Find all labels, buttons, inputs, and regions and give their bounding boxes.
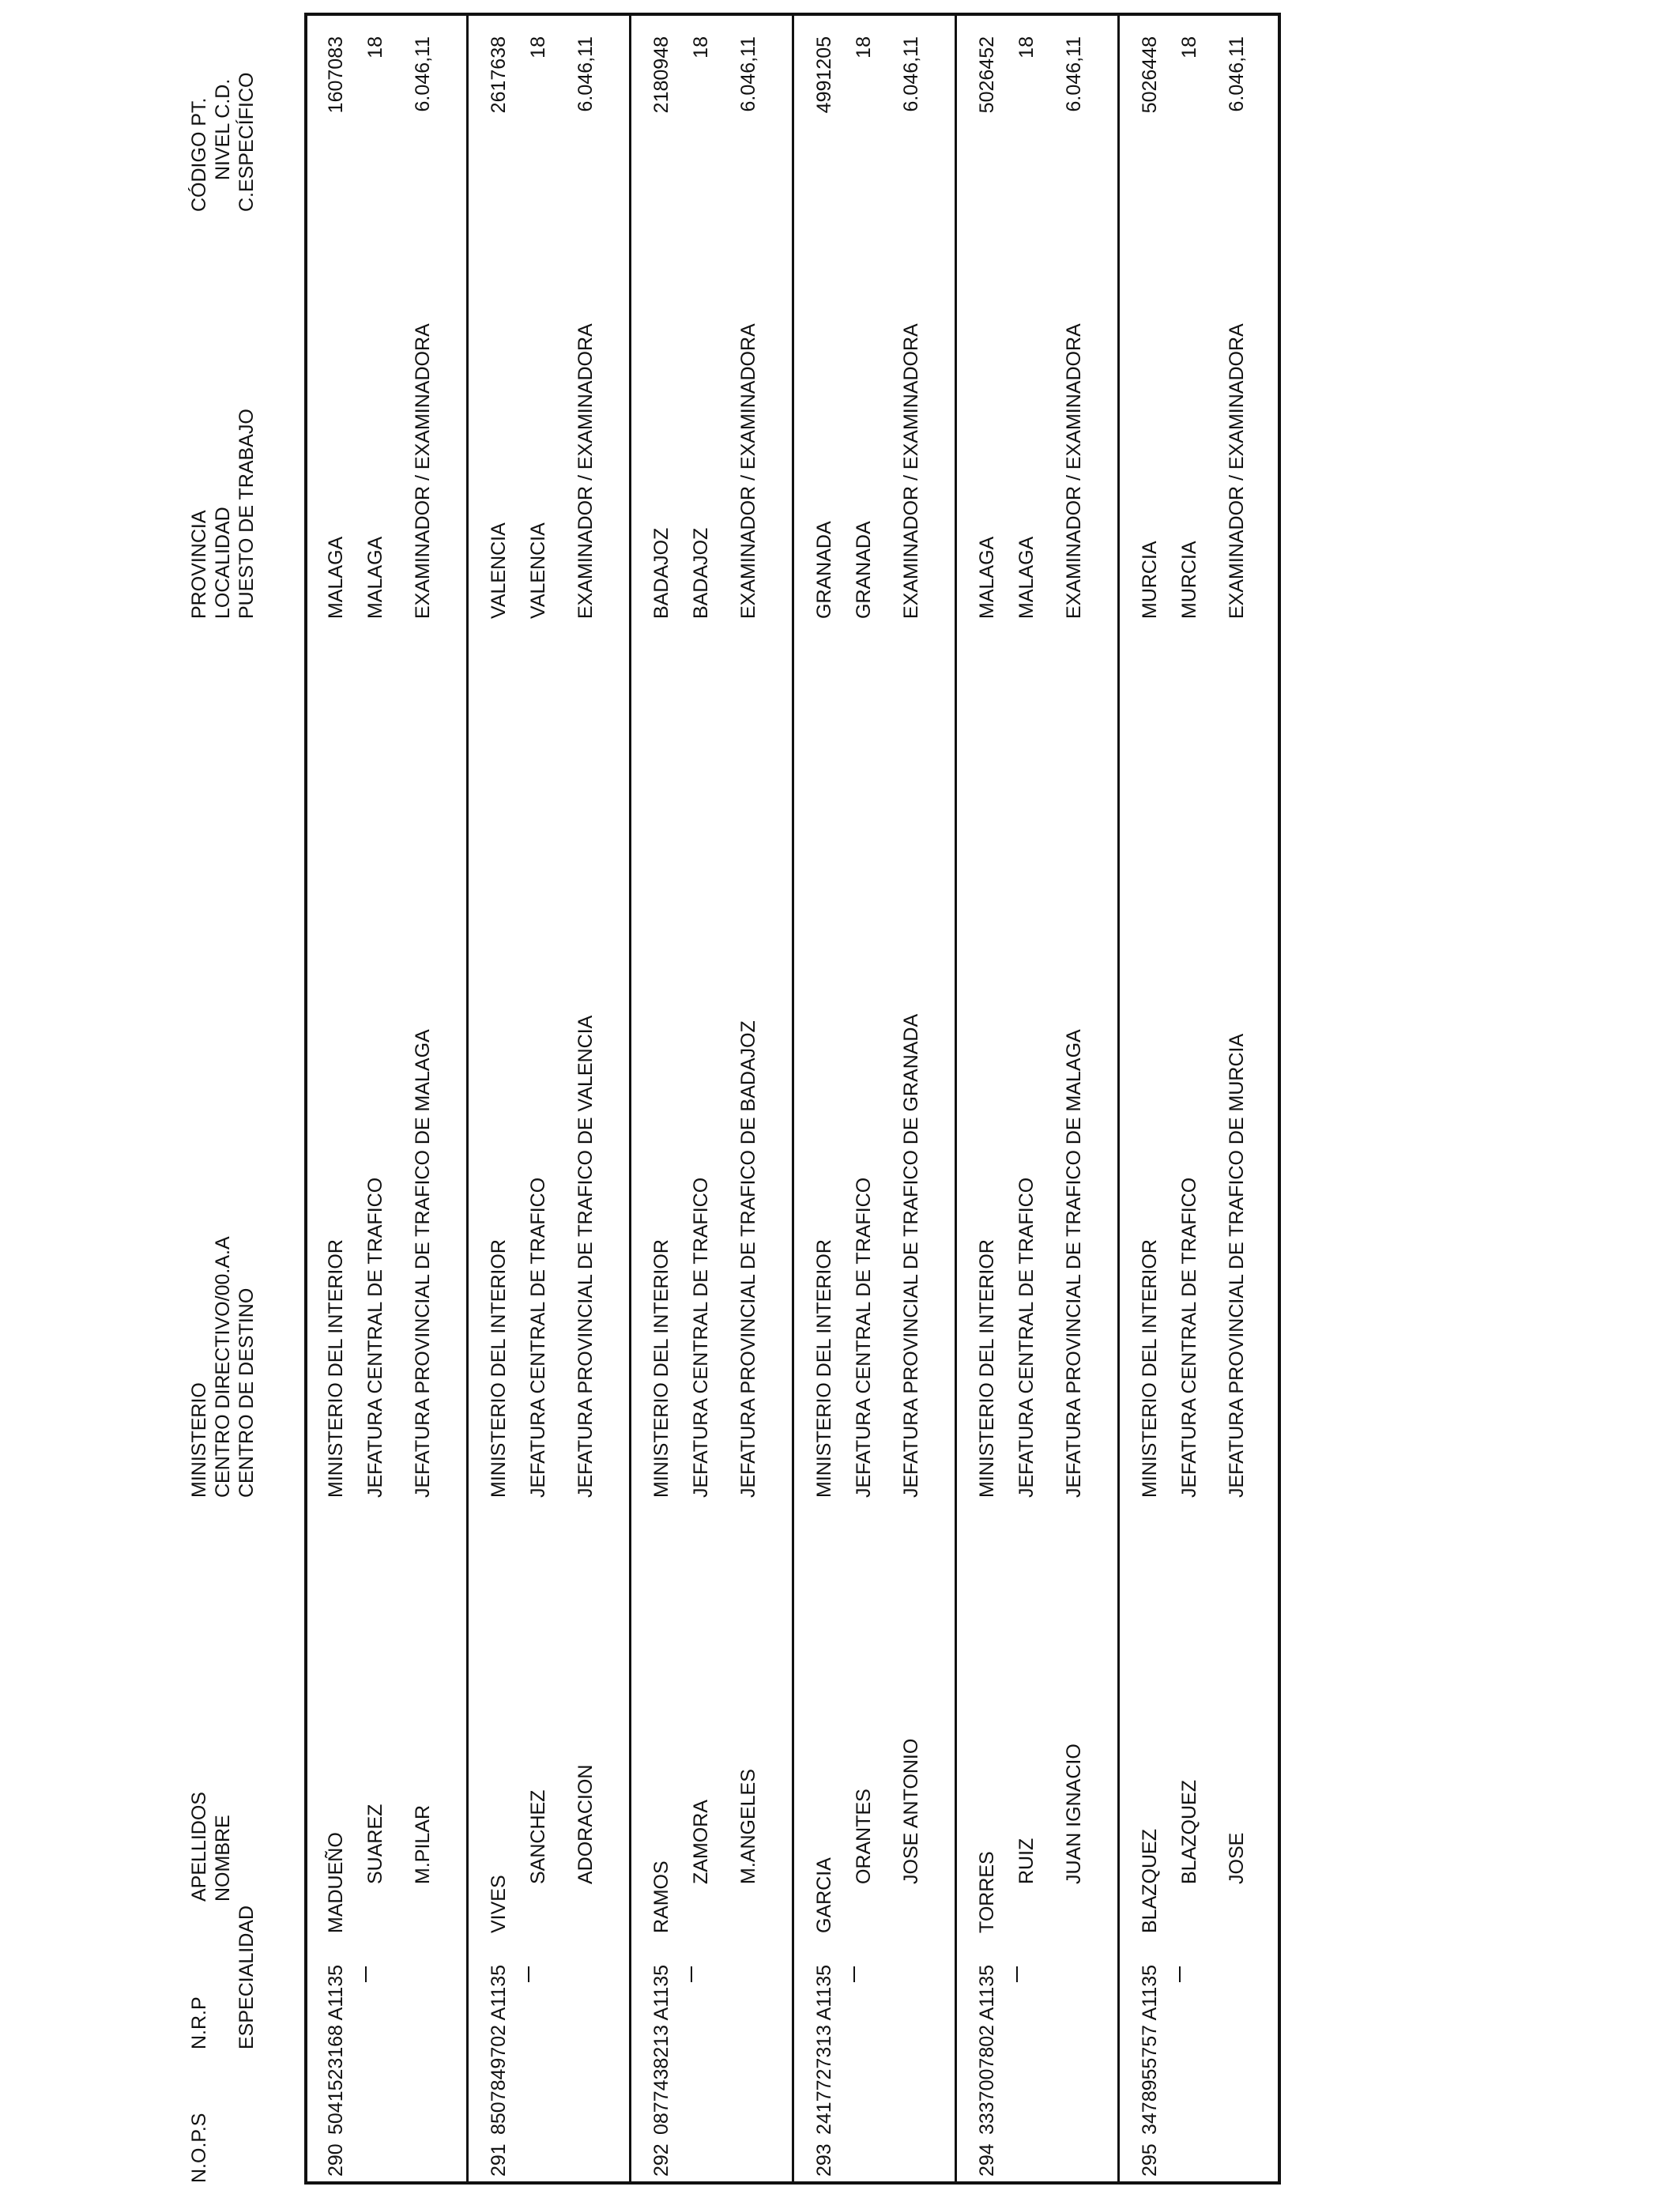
- cell-nrp: 0877438213 A1135: [650, 1964, 672, 2135]
- header-codigo: CÓDIGO PT.: [188, 97, 210, 212]
- cell-localidad: VALENCIA: [527, 522, 549, 619]
- header-apellidos: APELLIDOS: [188, 1792, 210, 1902]
- cell-especialidad: [691, 1966, 692, 1982]
- cell-nivel: 18: [364, 36, 386, 58]
- cell-centro-directivo: JEFATURA CENTRAL DE TRAFICO: [1015, 1177, 1038, 1498]
- cell-nombre: ADORACION: [574, 1764, 597, 1884]
- cell-puesto: EXAMINADOR / EXAMINADORA: [900, 323, 922, 619]
- row-separator: [629, 13, 631, 2185]
- cell-centro-directivo: JEFATURA CENTRAL DE TRAFICO: [1178, 1177, 1200, 1498]
- cell-ministerio: MINISTERIO DEL INTERIOR: [1139, 1239, 1161, 1498]
- header-centro-destino: CENTRO DE DESTINO: [235, 1287, 258, 1498]
- cell-provincia: MURCIA: [1139, 541, 1161, 619]
- cell-nrp: 2417727313 A1135: [813, 1964, 835, 2135]
- header-ministerio: MINISTERIO: [188, 1382, 210, 1498]
- cell-centro-directivo: JEFATURA CENTRAL DE TRAFICO: [527, 1177, 549, 1498]
- cell-nops: 295: [1139, 2143, 1161, 2177]
- header-nivel: NIVEL C.D.: [212, 78, 234, 180]
- cell-nrp: 3478955757 A1135: [1139, 1964, 1161, 2135]
- cell-nivel: 18: [1015, 36, 1038, 58]
- cell-puesto: EXAMINADOR / EXAMINADORA: [574, 323, 597, 619]
- cell-centro-destino: JEFATURA PROVINCIAL DE TRAFICO DE VALENCIA: [574, 1015, 597, 1498]
- cell-nops: 291: [488, 2143, 510, 2177]
- cell-apellido2: ZAMORA: [690, 1800, 712, 1884]
- header-localidad: LOCALIDAD: [212, 507, 234, 619]
- cell-nrp: 5041523168 A1135: [325, 1964, 347, 2135]
- cell-ministerio: MINISTERIO DEL INTERIOR: [325, 1239, 347, 1498]
- cell-nivel: 18: [690, 36, 712, 58]
- cell-nombre: JOSE ANTONIO: [900, 1738, 922, 1884]
- cell-especialidad: [1179, 1966, 1181, 1982]
- cell-apellido2: ORANTES: [853, 1789, 875, 1884]
- cell-nops: 292: [650, 2143, 672, 2177]
- cell-especifico: 6.046,11: [1226, 36, 1248, 112]
- header-puesto: PUESTO DE TRABAJO: [235, 409, 258, 619]
- cell-localidad: MALAGA: [364, 536, 386, 619]
- cell-apellido2: BLAZQUEZ: [1178, 1780, 1200, 1884]
- cell-provincia: GRANADA: [813, 521, 835, 619]
- cell-nivel: 18: [853, 36, 875, 58]
- cell-centro-destino: JEFATURA PROVINCIAL DE TRAFICO DE BADAJOZ: [737, 1020, 759, 1498]
- cell-apellido2: SANCHEZ: [527, 1789, 549, 1884]
- cell-nombre: M.PILAR: [412, 1804, 434, 1884]
- cell-codigo: 1607083: [325, 36, 347, 114]
- cell-ministerio: MINISTERIO DEL INTERIOR: [813, 1239, 835, 1498]
- cell-especialidad: [365, 1966, 367, 1982]
- cell-codigo: 5026452: [976, 36, 998, 114]
- header-especialidad: ESPECIALIDAD: [235, 1905, 258, 2049]
- cell-especialidad: [528, 1966, 529, 1982]
- header-nops: N.O.P.S: [188, 2113, 210, 2183]
- header-centro-directivo: CENTRO DIRECTIVO/00.A.A: [212, 1236, 234, 1498]
- cell-provincia: BADAJOZ: [650, 527, 672, 619]
- header-especifico: C.ESPECÍFICO: [235, 72, 258, 212]
- cell-nombre: JOSE: [1226, 1832, 1248, 1884]
- cell-codigo: 5026448: [1139, 36, 1161, 114]
- cell-nivel: 18: [1178, 36, 1200, 58]
- cell-centro-destino: JEFATURA PROVINCIAL DE TRAFICO DE MALAGA: [1063, 1029, 1085, 1498]
- cell-apellido2: SUAREZ: [364, 1804, 386, 1884]
- cell-puesto: EXAMINADOR / EXAMINADORA: [412, 323, 434, 619]
- cell-codigo: 4991205: [813, 36, 835, 114]
- cell-localidad: GRANADA: [853, 521, 875, 619]
- cell-centro-destino: JEFATURA PROVINCIAL DE TRAFICO DE MURCIA: [1226, 1033, 1248, 1498]
- cell-apellido1: GARCIA: [813, 1857, 835, 1933]
- cell-nops: 290: [325, 2143, 347, 2177]
- cell-apellido1: MADUEÑO: [325, 1832, 347, 1933]
- cell-especifico: 6.046,11: [737, 36, 759, 112]
- cell-apellido1: VIVES: [488, 1875, 510, 1933]
- header-nombre: NOMBRE: [212, 1815, 234, 1902]
- cell-especifico: 6.046,11: [574, 36, 597, 112]
- cell-provincia: MALAGA: [325, 536, 347, 619]
- row-separator: [466, 13, 469, 2185]
- cell-codigo: 2180948: [650, 36, 672, 114]
- cell-apellido1: BLAZQUEZ: [1139, 1829, 1161, 1933]
- header-provincia: PROVINCIA: [188, 510, 210, 619]
- cell-centro-destino: JEFATURA PROVINCIAL DE TRAFICO DE GRANADA: [900, 1013, 922, 1498]
- cell-especialidad: [853, 1966, 855, 1982]
- cell-ministerio: MINISTERIO DEL INTERIOR: [976, 1239, 998, 1498]
- cell-especifico: 6.046,11: [412, 36, 434, 112]
- cell-nombre: M.ANGELES: [737, 1769, 759, 1884]
- cell-localidad: MURCIA: [1178, 541, 1200, 619]
- cell-codigo: 2617638: [488, 36, 510, 114]
- cell-nombre: JUAN IGNACIO: [1063, 1744, 1085, 1884]
- cell-puesto: EXAMINADOR / EXAMINADORA: [1063, 323, 1085, 619]
- cell-ministerio: MINISTERIO DEL INTERIOR: [488, 1239, 510, 1498]
- cell-puesto: EXAMINADOR / EXAMINADORA: [737, 323, 759, 619]
- cell-apellido2: RUIZ: [1015, 1838, 1038, 1884]
- cell-centro-directivo: JEFATURA CENTRAL DE TRAFICO: [364, 1177, 386, 1498]
- cell-localidad: BADAJOZ: [690, 527, 712, 619]
- cell-especialidad: [1016, 1966, 1018, 1982]
- cell-provincia: MALAGA: [976, 536, 998, 619]
- cell-apellido1: RAMOS: [650, 1860, 672, 1933]
- cell-centro-directivo: JEFATURA CENTRAL DE TRAFICO: [690, 1177, 712, 1498]
- cell-nops: 293: [813, 2143, 835, 2177]
- cell-nrp: 8507849702 A1135: [488, 1964, 510, 2135]
- header-nrp: N.R.P: [188, 1996, 210, 2049]
- cell-nops: 294: [976, 2143, 998, 2177]
- cell-centro-destino: JEFATURA PROVINCIAL DE TRAFICO DE MALAGA: [412, 1029, 434, 1498]
- cell-localidad: MALAGA: [1015, 536, 1038, 619]
- cell-provincia: VALENCIA: [488, 522, 510, 619]
- cell-puesto: EXAMINADOR / EXAMINADORA: [1226, 323, 1248, 619]
- cell-apellido1: TORRES: [976, 1851, 998, 1933]
- cell-especifico: 6.046,11: [1063, 36, 1085, 112]
- cell-ministerio: MINISTERIO DEL INTERIOR: [650, 1239, 672, 1498]
- cell-centro-directivo: JEFATURA CENTRAL DE TRAFICO: [853, 1177, 875, 1498]
- cell-nrp: 3337007802 A1135: [976, 1964, 998, 2135]
- row-separator: [955, 13, 957, 2185]
- row-separator: [1117, 13, 1120, 2185]
- row-separator: [792, 13, 794, 2185]
- cell-nivel: 18: [527, 36, 549, 58]
- cell-especifico: 6.046,11: [900, 36, 922, 112]
